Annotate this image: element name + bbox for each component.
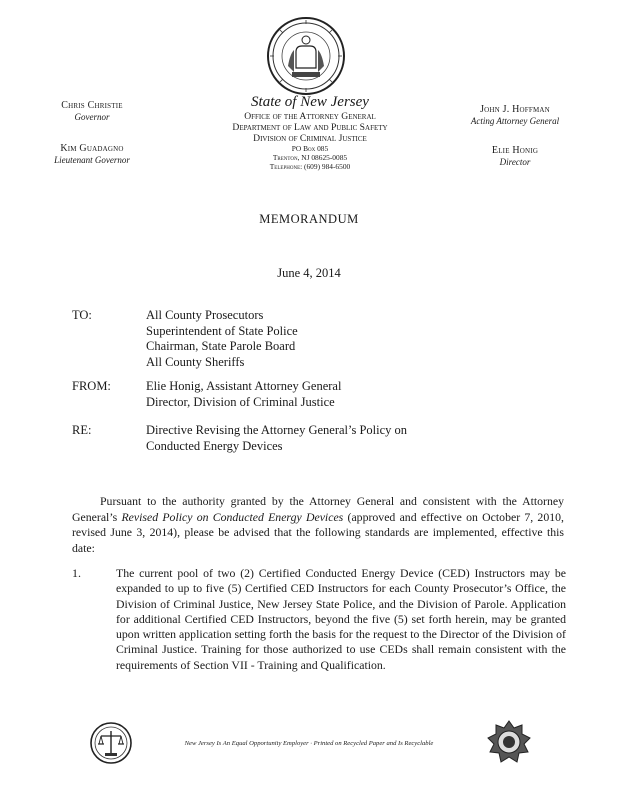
subject-line: Conducted Energy Devices — [146, 438, 283, 453]
lt-governor-block — [22, 143, 162, 165]
state-seal-icon — [266, 16, 346, 96]
governor-block — [22, 100, 162, 122]
letterhead — [185, 94, 435, 171]
telephone: Telephone: (609) 984-6500 — [269, 162, 351, 171]
sender-line: Elie Honig, Assistant Attorney General — [146, 379, 342, 393]
sender-line: Director, Division of Criminal Justice — [146, 394, 335, 409]
re-label: RE: — [72, 423, 92, 437]
lt-governor-name: Kim Guadagno — [60, 143, 124, 154]
recipient-line: Chairman, State Parole Board — [146, 339, 296, 353]
lt-governor-title: Lieutenant Governor — [54, 155, 130, 165]
director-title: Director — [499, 157, 531, 167]
state-name: State of New Jersey — [251, 94, 369, 110]
intro-paragraph — [72, 494, 564, 556]
re-subject — [146, 423, 566, 454]
governor-name: Chris Christie — [61, 100, 123, 111]
director-block — [440, 145, 590, 167]
po-box: PO Box 085 — [291, 144, 329, 153]
attorney-general-name: John J. Hoffman — [480, 104, 550, 115]
policy-title: Revised Policy on Conducted Energy Devices — [121, 509, 344, 524]
office-name: Office of the Attorney General — [244, 111, 376, 122]
item-number: 1. — [72, 566, 81, 580]
governor-title: Governor — [74, 112, 110, 122]
department-name: Department of Law and Public Safety — [232, 122, 388, 133]
intro-text-1: Pursuant to the authority granted by the Attorney General and consistent with the Attorney General’s — [72, 494, 564, 524]
recipient-line: All County Sheriffs — [146, 354, 245, 369]
memo-date: June 4, 2014 — [277, 266, 341, 280]
justice-scales-seal-icon — [90, 722, 132, 764]
memo-title: MEMORANDUM — [259, 212, 359, 226]
intro-text-2: (approved and effective on October 7, 2010, revised June 3, 2014), please be advised that the following standards are implemented, effective this date: — [72, 509, 564, 555]
footer-note: New Jersey Is An Equal Opportunity Employer · Printed on Recycled Paper and Is Recyclable — [184, 740, 434, 747]
attorney-general-title: Acting Attorney General — [470, 116, 560, 126]
from-sender — [146, 379, 566, 410]
division-name: Division of Criminal Justice — [253, 133, 367, 144]
from-label: FROM: — [72, 379, 111, 393]
to-label: TO: — [72, 308, 92, 322]
recipient-line: All County Prosecutors — [146, 308, 264, 322]
attorney-general-block — [440, 104, 590, 126]
subject-line: Directive Revising the Attorney General’s Policy on — [146, 423, 408, 437]
to-recipients — [146, 308, 566, 370]
item-1-text: The current pool of two (2) Certified Conducted Energy Device (CED) Instructors may be expanded to up to five (5) Certified CED Instructors for each County Prosecutor’s Office, the Division of Criminal Justice, New Jersey State Police, and the Division of Parole. Application for additional Certified CED Instructors, beyond the five (5) set forth herein, may be granted upon written application setting forth the basis for the request to the Director of the Division of Criminal Justice. Training for those authorized to use CEDs shall remain consistent with the requirements of Section VII - Training and Qualification. — [116, 566, 566, 672]
director-name: Elie Honig — [491, 145, 539, 156]
recipient-line: Superintendent of State Police — [146, 323, 298, 338]
city-zip: Trenton, NJ 08625-0085 — [272, 153, 348, 162]
division-badge-seal-icon — [487, 720, 531, 764]
